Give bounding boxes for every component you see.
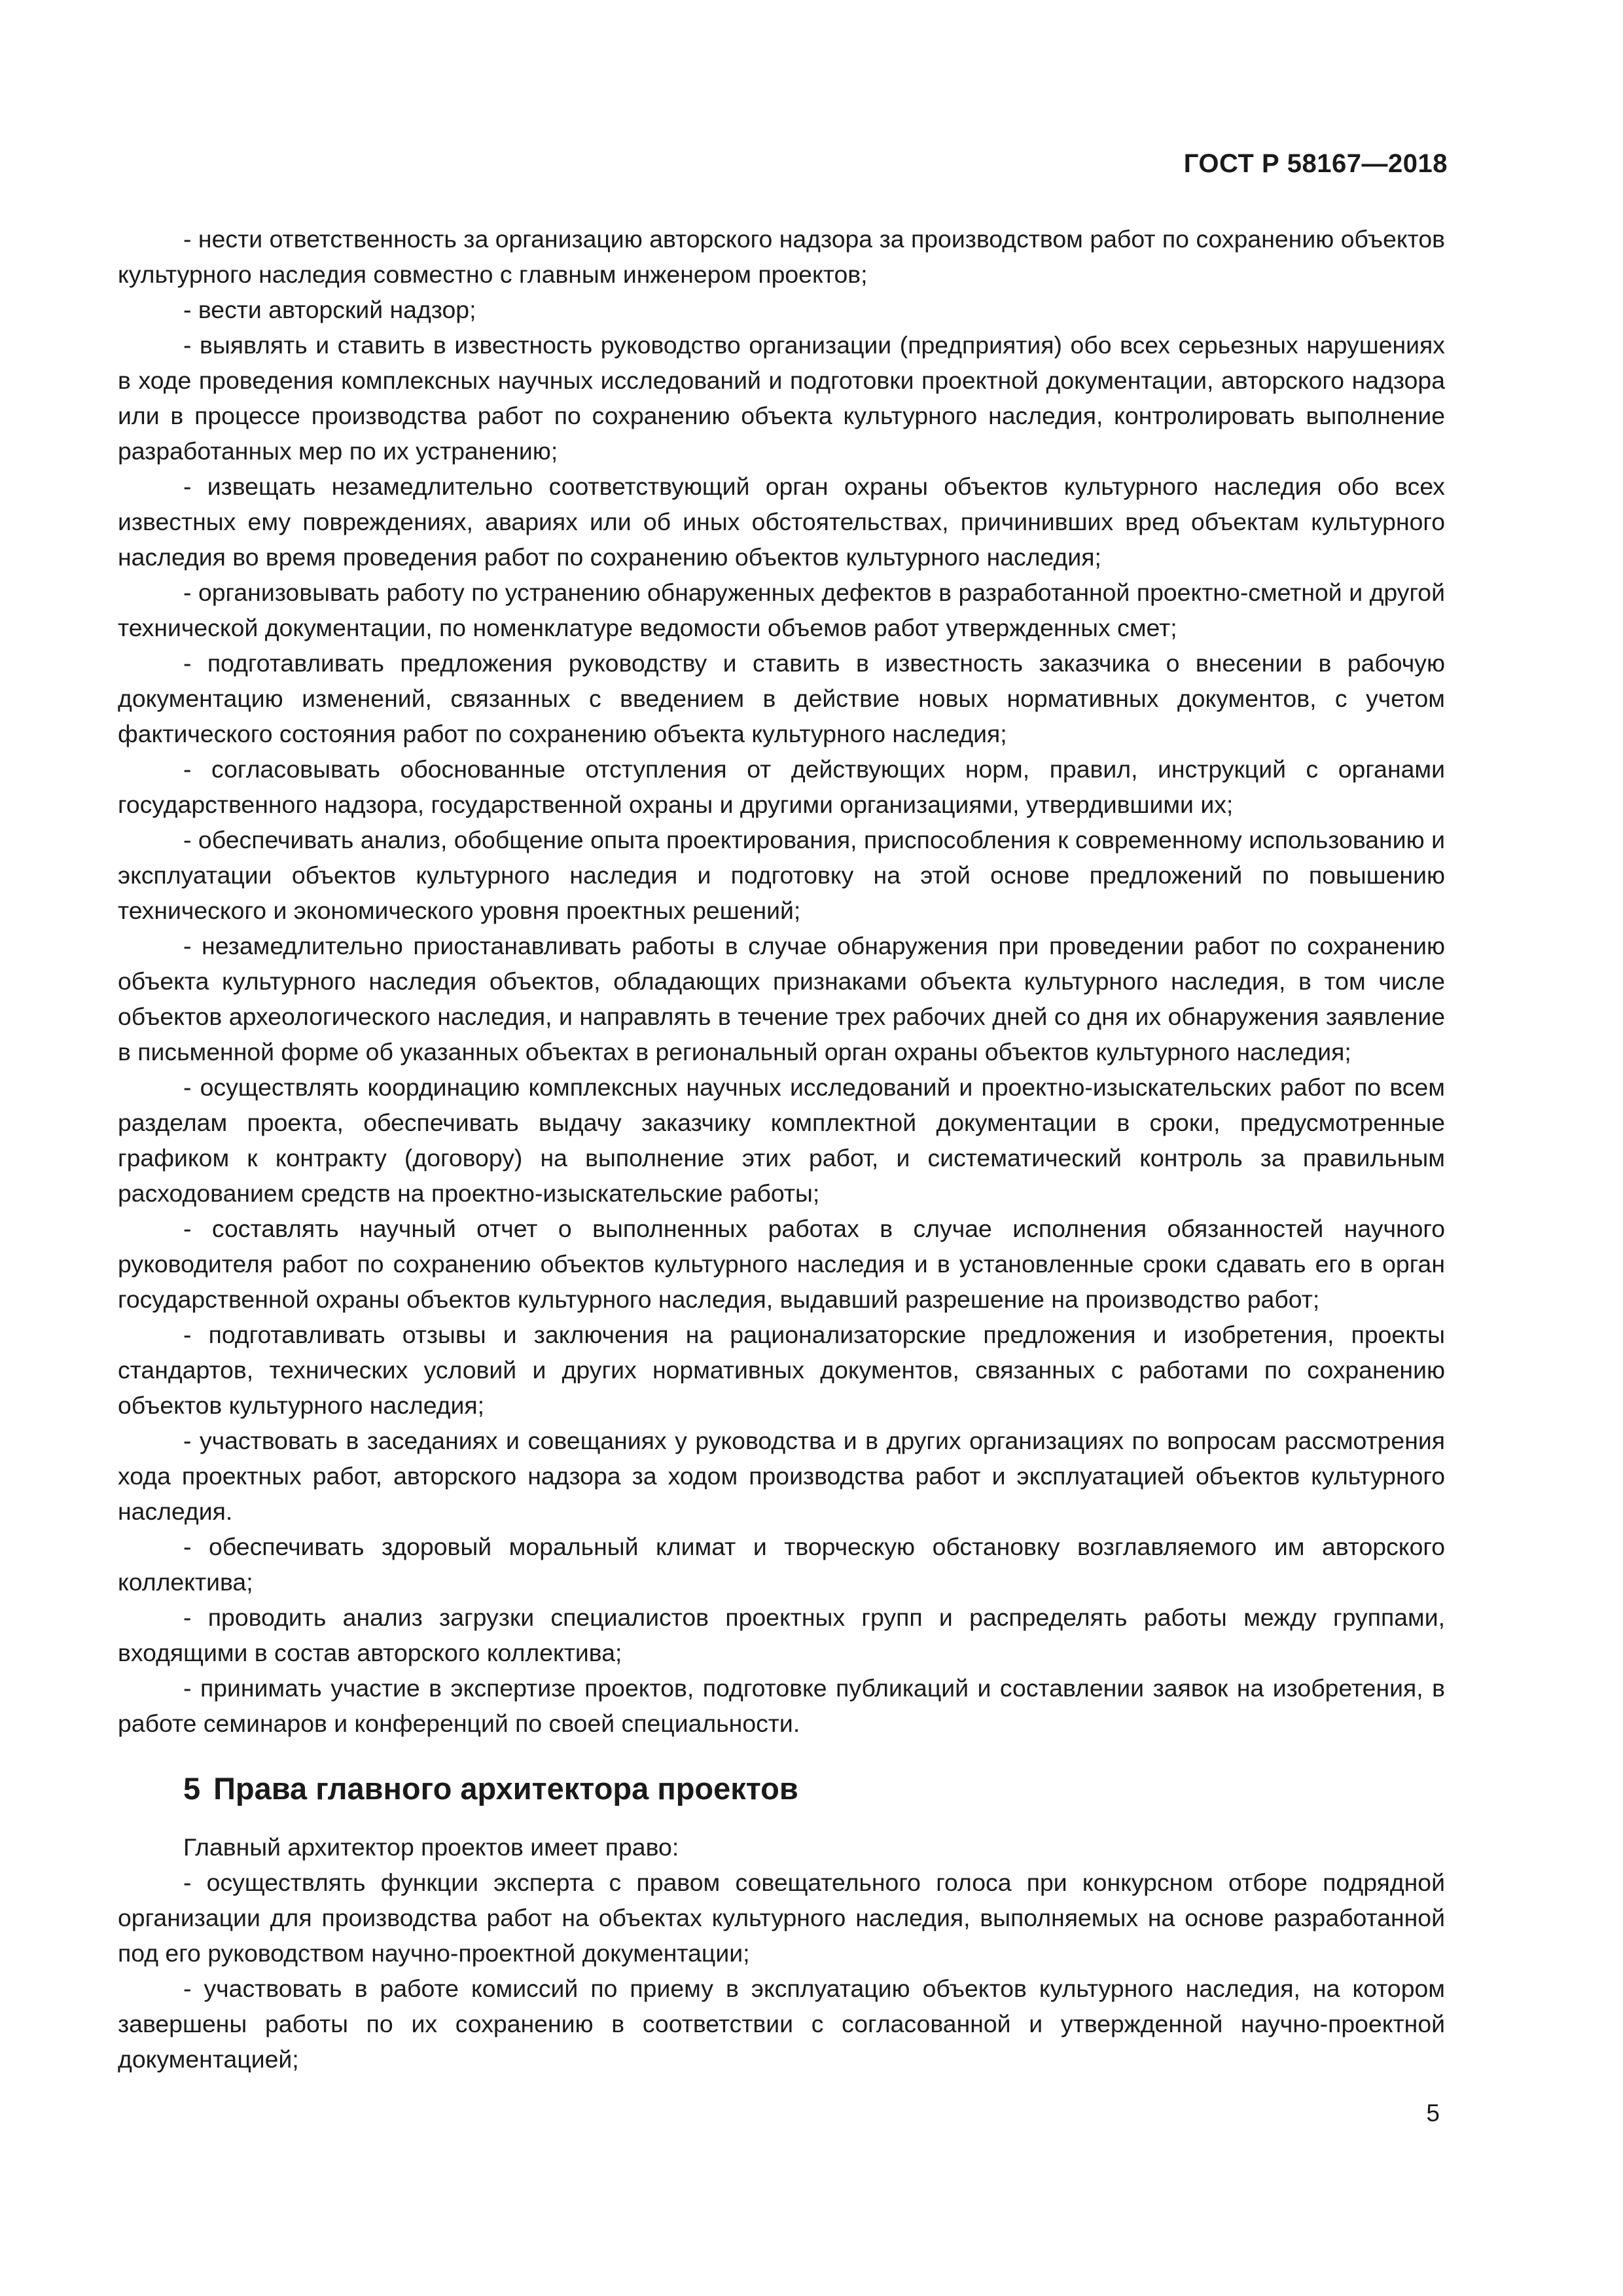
list-item: - вести авторский надзор;: [183, 296, 476, 323]
document-code: ГОСТ Р 58167—2018: [1183, 149, 1448, 178]
list-item: - незамедлительно приостанавливать работы в случае обнаружения при проведении работ по сохранению объекта культурного наследия объектов, обладающих признаками объекта культурного наследия, в том числе объектов археологического наследия, и направлять в течение трех рабочих дней со дня их обнаружения заявление в письменной форме об указанных объектах в региональный орган охраны объектов культурного наследия;: [118, 932, 1445, 1066]
list-item: - выявлять и ставить в известность руководство организации (предприятия) обо всех серьезных нарушениях в ходе проведения комплексных научных исследований и подготовки проектной документации, авторского надзора или в процессе производства работ по сохранению объекта культурного наследия, контролировать выполнение разработанных мер по их устранению;: [118, 331, 1445, 465]
rights-list: [118, 1829, 1445, 2077]
section-number: 5: [183, 1771, 201, 1806]
list-item: - согласовывать обоснованные отступления от действующих норм, правил, инструкций с органами государственного надзора, государственной охраны и другими организациями, утвердившими их;: [118, 755, 1445, 818]
list-item: - организовывать работу по устранению обнаруженных дефектов в разработанной проектно-сметной и другой технической документации, по номенклатуре ведомости объемов работ утвержденных смет;: [118, 579, 1445, 641]
list-item: - обеспечивать анализ, обобщение опыта проектирования, приспособления к современному использованию и эксплуатации объектов культурного наследия и подготовку на этой основе предложений по повышению технического и экономического уровня проектных решений;: [118, 826, 1445, 924]
list-item: - составлять научный отчет о выполненных работах в случае исполнения обязанностей научного руководителя работ по сохранению объектов культурного наследия и в установленные сроки сдавать его в орган государственной охраны объектов культурного наследия, выдавший разрешение на производство работ;: [118, 1215, 1445, 1313]
duties-list: [118, 221, 1445, 1741]
list-item: - обеспечивать здоровый моральный климат и творческую обстановку возглавляемого им авторского коллектива;: [118, 1533, 1445, 1596]
list-item: - участвовать в работе комиссий по приему в эксплуатацию объектов культурного наследия, на котором завершены работы по их сохранению в соответствии с согласованной и утвержденной научно-проектной документацией;: [118, 1975, 1445, 2073]
list-item: - нести ответственность за организацию авторского надзора за производством работ по сохранению объектов культурного наследия совместно с главным инженером проектов;: [118, 225, 1445, 288]
list-item: - осуществлять координацию комплексных научных исследований и проектно-изыскательских работ по всем разделам проекта, обеспечивать выдачу заказчику комплектной документации в сроки, предусмотренные графиком к контракту (договору) на выполнение этих работ, и систематический контроль за правильным расходованием средств на проектно-изыскательские работы;: [118, 1073, 1445, 1207]
list-item: - участвовать в заседаниях и совещаниях у руководства и в других организациях по вопросам рассмотрения хода проектных работ, авторского надзора за ходом производства работ и эксплуатацией объектов культурного наследия.: [118, 1427, 1445, 1525]
list-item: - извещать незамедлительно соответствующий орган охраны объектов культурного наследия обо всех известных ему повреждениях, авариях или об иных обстоятельствах, причинивших вред объектам культурного наследия во время проведения работ по сохранению объектов культурного наследия;: [118, 473, 1445, 571]
list-item: - проводить анализ загрузки специалистов проектных групп и распределять работы между группами, входящими в состав авторского коллектива;: [118, 1604, 1445, 1666]
list-item: - осуществлять функции эксперта с правом совещательного голоса при конкурсном отборе подрядной организации для производства работ на объектах культурного наследия, выполняемых на основе разработанной под его руководством научно-проектной документации;: [118, 1869, 1445, 1967]
document-body: [118, 221, 1445, 2077]
list-item: - подготавливать отзывы и заключения на рационализаторские предложения и изобретения, проекты стандартов, технических условий и других нормативных документов, связанных с работами по сохранению объектов культурного наследия;: [118, 1321, 1445, 1419]
list-item: - подготавливать предложения руководству и ставить в известность заказчика о внесении в рабочую документацию изменений, связанных с введением в действие новых нормативных документов, с учетом фактического состояния работ по сохранению объекта культурного наследия;: [118, 649, 1445, 747]
section-heading: [118, 1769, 1445, 1808]
section-title: Права главного архитектора проектов: [213, 1771, 798, 1806]
list-item: - принимать участие в экспертизе проектов, подготовке публикаций и составлении заявок на изобретения, в работе семинаров и конференций по своей специальности.: [118, 1674, 1445, 1737]
page-number: 5: [1426, 2100, 1440, 2126]
section-intro: Главный архитектор проектов имеет право:: [183, 1833, 679, 1861]
